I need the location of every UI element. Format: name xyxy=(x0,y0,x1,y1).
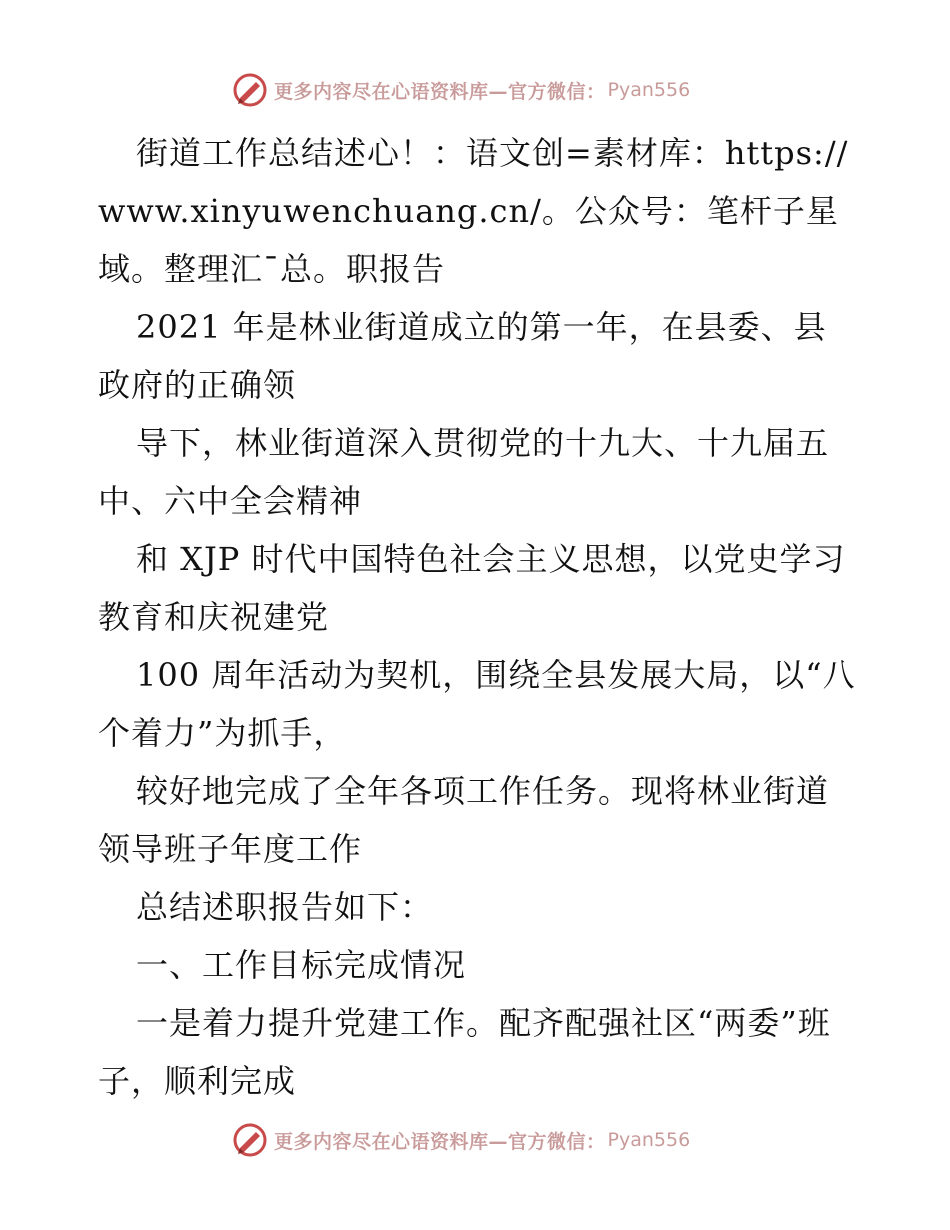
pen-logo-icon xyxy=(232,72,268,108)
paragraph: 100 周年活动为契机，围绕全县发展大局，以“八个着力”为抓手， xyxy=(98,656,856,752)
banner-text: 更多内容尽在心语资料库—官方微信： xyxy=(274,1130,606,1153)
footer-watermark-banner xyxy=(232,1120,690,1160)
paragraph: 一是着力提升党建工作。配齐配强社区“两委”班子，顺利完成 xyxy=(98,1004,831,1100)
banner-text: 更多内容尽在心语资料库—官方微信： xyxy=(274,80,606,103)
paragraph: 较好地完成了全年各项工作任务。现将林业街道领导班子年度工作 xyxy=(98,772,830,868)
banner-wechat-id: Pyan556 xyxy=(607,79,691,101)
document-body xyxy=(98,124,858,1110)
pen-logo-icon xyxy=(232,1122,268,1158)
section-heading: 一、工作目标完成情况 xyxy=(136,946,467,984)
header-watermark-banner xyxy=(232,70,690,110)
paragraph: 导下，林业街道深入贯彻党的十九大、十九届五中、六中全会精神 xyxy=(98,424,830,520)
paragraph: 2021 年是林业街道成立的第一年，在县委、县政府的正确领 xyxy=(98,308,827,404)
paragraph: 总结述职报告如下： xyxy=(136,888,434,926)
paragraph: 街道工作总结述心！：语文创=素材库：https://www.xinyuwenchuang.cn/。公众号：笔杆子星域。整理汇¯总。职报告 xyxy=(98,134,849,288)
paragraph: 和 XJP 时代中国特色社会主义思想，以党史学习教育和庆祝建党 xyxy=(98,540,846,636)
banner-wechat-id: Pyan556 xyxy=(607,1129,691,1151)
